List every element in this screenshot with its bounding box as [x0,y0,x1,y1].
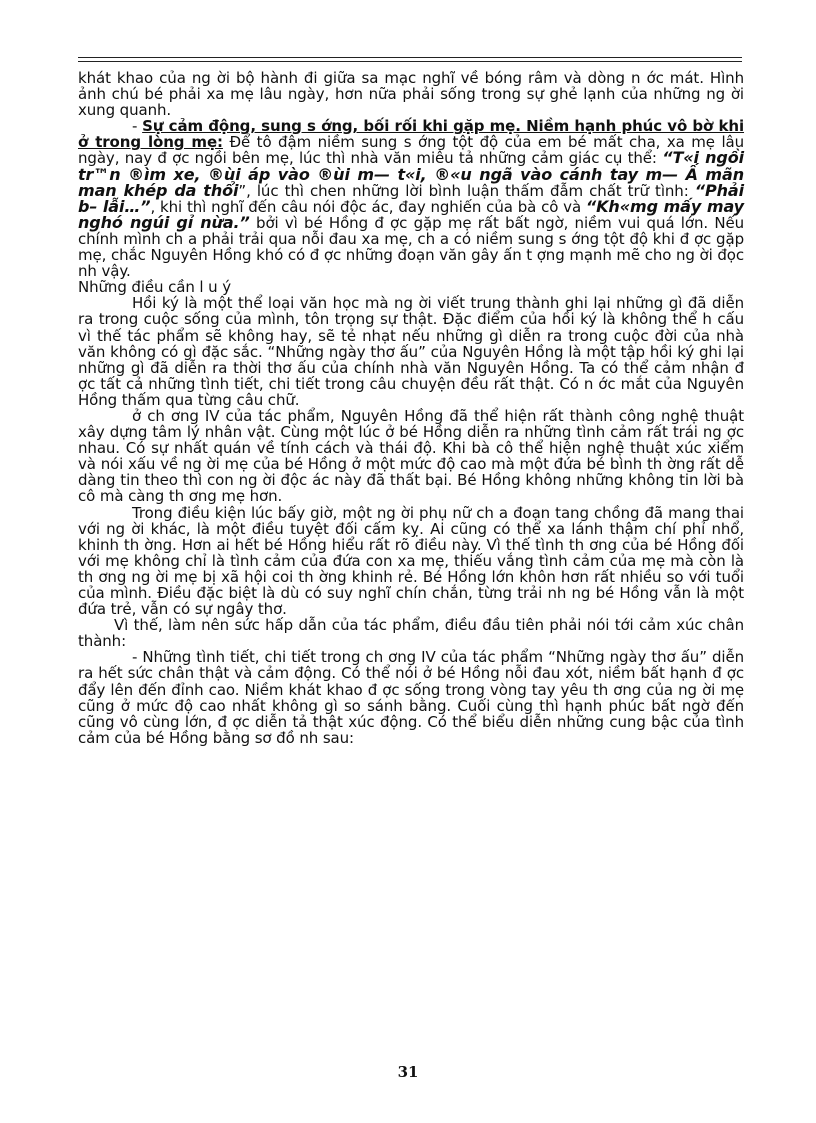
dash: - [132,117,143,136]
text-run-2: ”, lúc thì chen những lời bình luận thấm đẫm chất trữ tình: [238,181,695,200]
text-run-1: Để tô đậm niềm sung s ớng tột độ của em bé mất cha, xa mẹ lâu ngày, nay đ ợc ngồi bên mẹ, lúc thì nhà văn miêu tả những cảm giác cụ thể: [78,133,745,168]
paragraph-2 [78,118,744,279]
page-body [78,70,744,746]
notes-heading: Những điều cần l u ý [78,278,232,297]
text-run-3: , khi thì nghĩ đến câu nói độc ác, đay nghiến của bà cô và [150,197,586,216]
paragraph-1: khát khao của ng ời bộ hành đi giữa sa mạc nghĩ về bóng râm và dòng n ớc mát. Hình ảnh chú bé phải xa mẹ lâu ngày, hơn nữa phải sống trong sự ghẻ lạnh của những ng ời xung quanh. [78,69,744,120]
paragraph-emotion: Vì thế, làm nên sức hấp dẫn của tác phẩm, điều đầu tiên phải nói tới cảm xúc chân thành: [78,616,744,651]
header-rule-bottom [78,61,742,62]
text-run-4: bởi vì bé Hồng đ ợc gặp mẹ rất bất ngờ, niềm vui quá lớn. Nếu chính mình ch a phải trải qua nỗi đau xa mẹ, ch a có niềm sung s ớng tột độ khi đ ợc gặp mẹ, chắc Nguyên Hồng khó có đ ợc những đoạn văn gây ấn t ợng mạnh mẽ cho ng ời đọc nh vậy. [78,213,744,281]
page-number: 31 [397,1063,419,1081]
paragraph-memoir: Hồi ký là một thể loại văn học mà ng ời viết trung thành ghi lại những gì đã diễn ra trong cuộc sống của mình, tôn trọng sự thật. Đặc điểm của hồi ký là không thể h cấu vì thế tác phẩm sẽ không hay, sẽ tẻ nhạt nếu những gì diễn ra trong cuộc đời của nhà văn không có gì đặc sắc. “Những ngày thơ ấu” của Nguyên Hồng là một tập hồi ký ghi lại những gì đã diễn ra thời thơ ấu của chính nhà văn Nguyên Hồng. Ta có thể cảm nhận đ ợc tất cả những tình tiết, chi tiết trong câu chuyện đều rất thật. Có n ớc mắt của Nguyên Hồng thấm qua từng câu chữ. [78,294,744,409]
header-rule-top [78,57,742,58]
quote-2: “Phải b– lẫi…” [78,180,744,216]
paragraph-chapter-iv: ở ch ơng IV của tác phẩm, Nguyên Hồng đã thể hiện rất thành công nghệ thuật xây dựng tâm lý nhân vật. Cùng một lúc ở bé Hồng diễn ra những tình cảm rất trái ng ợc nhau. Có sự nhất quán về tính cách và thái độ. Khi bà cô thể hiện nghệ thuật xúc xiểm và nói xấu về ng ời mẹ của bé Hồng ở một mức độ cao mà một đứa bé bình th ờng rất dễ dàng tin theo thì con ng ời độc ác này đã thất bại. Bé Hồng không những không tin lời bà cô mà càng th ơng mẹ hơn. [78,406,744,506]
quote-3: “Kh«mg mấy may nghó ngúi gỉ nừa.” [78,196,744,232]
section-heading: Sự cảm động, sung s ớng, bối rối khi gặp mẹ. Niềm hạnh phúc vô bờ khi ở trong lòng mẹ: [78,117,745,152]
paragraph-details: - Những tình tiết, chi tiết trong ch ơng IV của tác phẩm “Những ngày thơ ấu” diễn ra hết sức chân thật và cảm động. Có thể nói ở bé Hồng nỗi đau xót, niềm bất hạnh đ ợc đẩy lên đến đỉnh cao. Niềm khát khao đ ợc sống trong vòng tay yêu th ơng của ng ời mẹ cũng ở mức độ cao nhất không gì so sánh bằng. Cuối cùng thì hạnh phúc bất ngờ đến cũng vô cùng lớn, đ ợc diễn tả thật xúc động. Có thể biểu diễn những cung bậc của tình cảm của bé Hồng bằng sơ đồ nh sau: [78,648,744,747]
quote-1: “T«i ngồi tr™n ®ìm xe, ®ùi áp vào ®ùi m— t«i, ®«u ngã vào cánh tay m— Ấ mãn man khép da thổi [78,148,745,200]
paragraph-context: Trong điều kiện lúc bấy giờ, một ng ời phụ nữ ch a đoạn tang chồng đã mang thai với ng ời khác, là một điều tuyệt đối cấm kỵ. Ai cũng có thể xa lánh thậm chí phỉ nhổ, khinh th ờng. Hơn ai hết bé Hồng hiểu rất rõ điều này. Vì thế tình th ơng của bé Hồng đối với mẹ không chỉ là tình cảm của đứa con xa mẹ, thiếu vắng tình cảm của mẹ mà còn là th ơng ng ời mẹ bị xã hội coi th ờng khinh rẻ. Bé Hồng lớn khôn hơn rất nhiều so với tuổi của mình. Điều đặc biệt là dù có suy nghĩ chín chắn, từng trải nh ng bé Hồng vẫn là một đứa trẻ, vẫn có sự ngây thơ. [78,503,744,619]
